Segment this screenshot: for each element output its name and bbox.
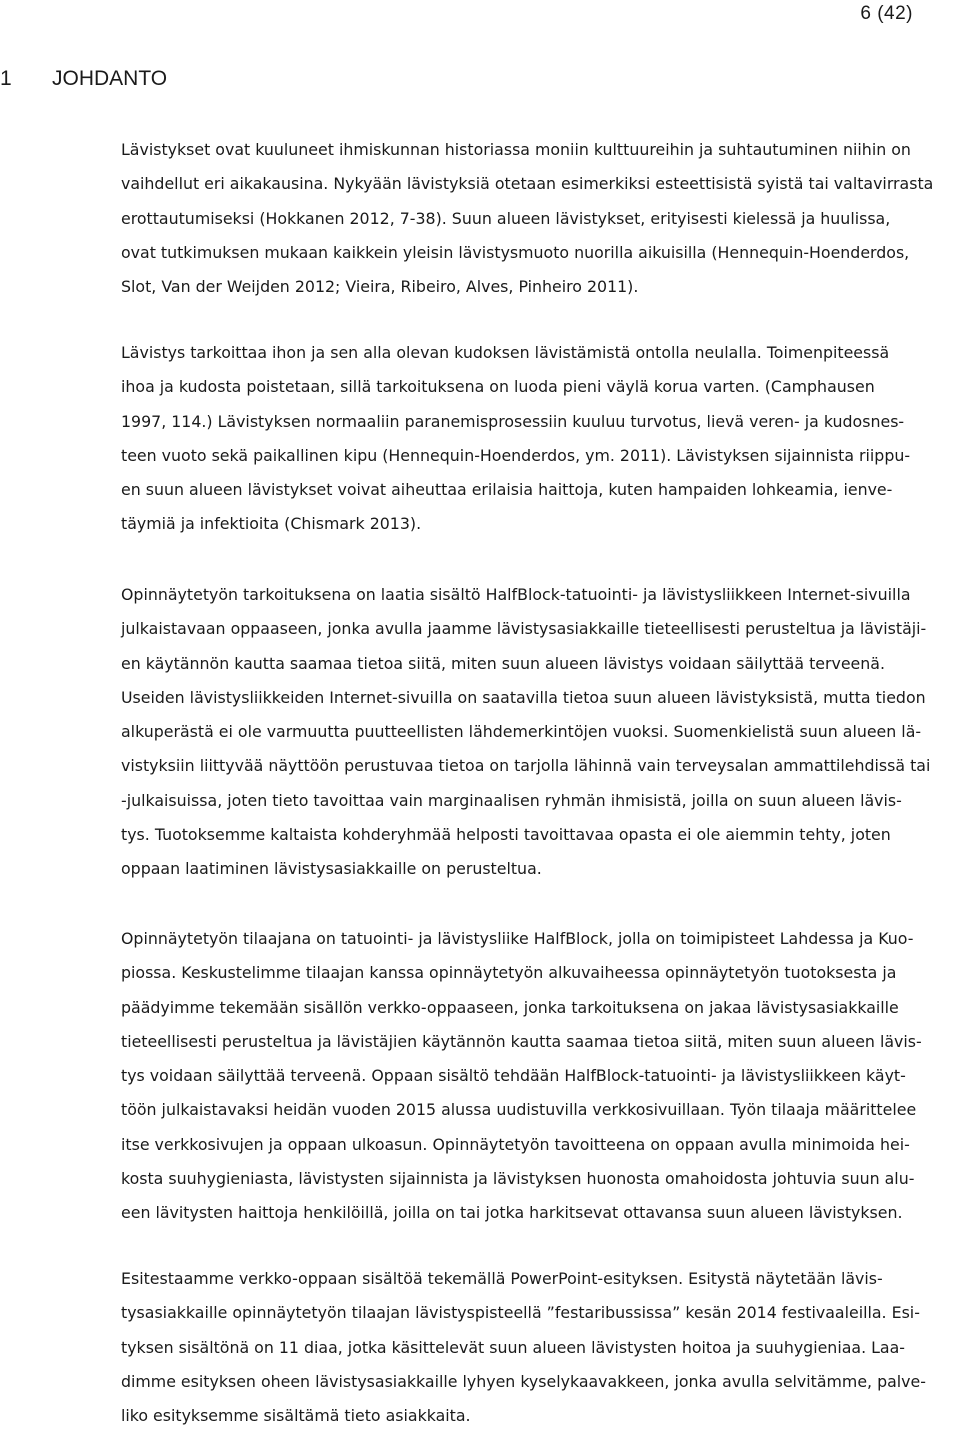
text-line: kosta suuhygieniasta, lävistysten sijainnista ja lävistyksen huonosta omahoidosta johtuvia suun alu- <box>121 1169 915 1189</box>
text-line: vistyksiin liittyvää näyttöön perustuvaa tietoa on tarjolla lähinnä vain terveysalan ammattilehdissä tai <box>121 756 931 776</box>
page-number: 6 (42) <box>860 3 913 24</box>
text-line: tys. Tuotoksemme kaltaista kohderyhmää helposti tavoittavaa opasta ei ole aiemmin tehty, joten <box>121 825 891 845</box>
paragraph-3 <box>121 578 941 887</box>
text-line: Slot, Van der Weijden 2012; Vieira, Ribeiro, Alves, Pinheiro 2011). <box>121 277 639 297</box>
text-line: -julkaisuissa, joten tieto tavoittaa vain marginaalisen ryhmän ihmisistä, joilla on suun alueen lävis- <box>121 790 902 810</box>
text-line: töön julkaistavaksi heidän vuoden 2015 alussa uudistuvilla verkkosivuillaan. Työn tilaaja määrittelee <box>121 1100 917 1120</box>
text-line: een lävitysten haittoja henkilöillä, joilla on tai jotka harkitsevat ottavansa suun alueen lävistyksen. <box>121 1203 903 1223</box>
paragraph-2 <box>121 336 941 542</box>
text-line: erottautumiseksi (Hokkanen 2012, 7-38). Suun alueen lävistykset, erityisesti kielessä ja huulissa, <box>121 208 891 228</box>
text-line: Opinnäytetyön tilaajana on tatuointi- ja lävistysliike HalfBlock, jolla on toimipisteet Lahdessa ja Kuo- <box>121 929 914 948</box>
text-line: tieteellisesti perusteltua ja lävistäjien käytännön kautta saamaa tietoa siitä, miten suun alueen lävis- <box>121 1031 922 1051</box>
text-line: Lävistys tarkoittaa ihon ja sen alla olevan kudoksen lävistämistä ontolla neulalla. Toimenpiteessä <box>121 343 890 362</box>
text-line: Esitestaamme verkko-oppaan sisältöä tekemällä PowerPoint-esityksen. Esitystä näytetään lävis- <box>121 1269 883 1288</box>
text-line: en käytännön kautta saamaa tietoa siitä, miten suun alueen lävistys voidaan säilyttää terveenä. <box>121 653 885 673</box>
text-line: en suun alueen lävistykset voivat aiheuttaa erilaisia haittoja, kuten hampaiden lohkeamia, ienve- <box>121 480 893 500</box>
text-line: vaihdellut eri aikakausina. Nykyään lävistyksiä otetaan esimerkiksi esteettisistä syistä tai valtavirrasta <box>121 174 934 194</box>
paragraph-5 <box>121 1262 941 1433</box>
text-line: ihoa ja kudosta poistetaan, sillä tarkoituksena on luoda pieni väylä korua varten. (Camphausen <box>121 377 875 397</box>
text-line: alkuperästä ei ole varmuutta puutteellisten lähdemerkintöjen vuoksi. Suomenkielistä suun alueen lä- <box>121 722 922 742</box>
text-line: julkaistavaan oppaaseen, jonka avulla jaamme lävistysasiakkaille tieteellisesti perusteltua ja lävistäji- <box>121 619 927 639</box>
text-line: piossa. Keskustelimme tilaajan kanssa opinnäytetyön alkuvaiheessa opinnäytetyön tuotoksesta ja <box>121 963 897 983</box>
text-line: Lävistykset ovat kuuluneet ihmiskunnan historiassa moniin kulttuureihin ja suhtautuminen niihin on <box>121 140 911 159</box>
paragraph-4 <box>121 922 941 1231</box>
text-line: dimme esityksen oheen lävistysasiakkaille lyhyen kyselykaavakkeen, jonka avulla selvitämme, palve- <box>121 1371 926 1391</box>
text-line: liko esityksemme sisältämä tieto asiakkaita. <box>121 1406 471 1426</box>
text-line: ovat tutkimuksen mukaan kaikkein yleisin lävistysmuoto nuorilla aikuisilla (Hennequin-Hoenderdos, <box>121 242 910 262</box>
text-line: teen vuoto sekä paikallinen kipu (Hennequin-Hoenderdos, ym. 2011). Lävistyksen sijainnista riippu- <box>121 445 911 465</box>
text-line: tyksen sisältönä on 11 diaa, jotka käsittelevät suun alueen lävistysten hoitoa ja suuhygieniaa. Laa- <box>121 1337 905 1357</box>
text-line: oppaan laatiminen lävistysasiakkaille on perusteltua. <box>121 859 542 879</box>
text-line: täymiä ja infektioita (Chismark 2013). <box>121 514 422 534</box>
chapter-title: JOHDANTO <box>52 67 168 90</box>
text-line: itse verkkosivujen ja oppaan ulkoasun. Opinnäytetyön tavoitteena on oppaan avulla minimoida hei- <box>121 1134 910 1154</box>
text-line: Opinnäytetyön tarkoituksena on laatia sisältö HalfBlock-tatuointi- ja lävistysliikkeen Internet-sivuilla <box>121 585 911 604</box>
chapter-number: 1 <box>0 67 12 90</box>
text-line: 1997, 114.) Lävistyksen normaaliin paranemisprosessiin kuuluu turvotus, lievä veren- ja kudosnes- <box>121 411 905 431</box>
paragraph-1 <box>121 133 941 304</box>
text-line: Useiden lävistysliikkeiden Internet-sivuilla on saatavilla tietoa suun alueen lävistyksistä, mutta tiedon <box>121 687 926 707</box>
text-line: tysasiakkaille opinnäytetyön tilaajan lävistyspisteellä ”festaribussissa” kesän 2014 festivaaleilla. Esi- <box>121 1303 920 1323</box>
text-line: päädyimme tekemään sisällön verkko-oppaaseen, jonka tarkoituksena on jakaa lävistysasiakkaille <box>121 997 899 1017</box>
chapter-heading <box>0 67 167 91</box>
text-line: tys voidaan säilyttää terveenä. Oppaan sisältö tehdään HalfBlock-tatuointi- ja lävistysliikkeen käyt- <box>121 1066 906 1086</box>
